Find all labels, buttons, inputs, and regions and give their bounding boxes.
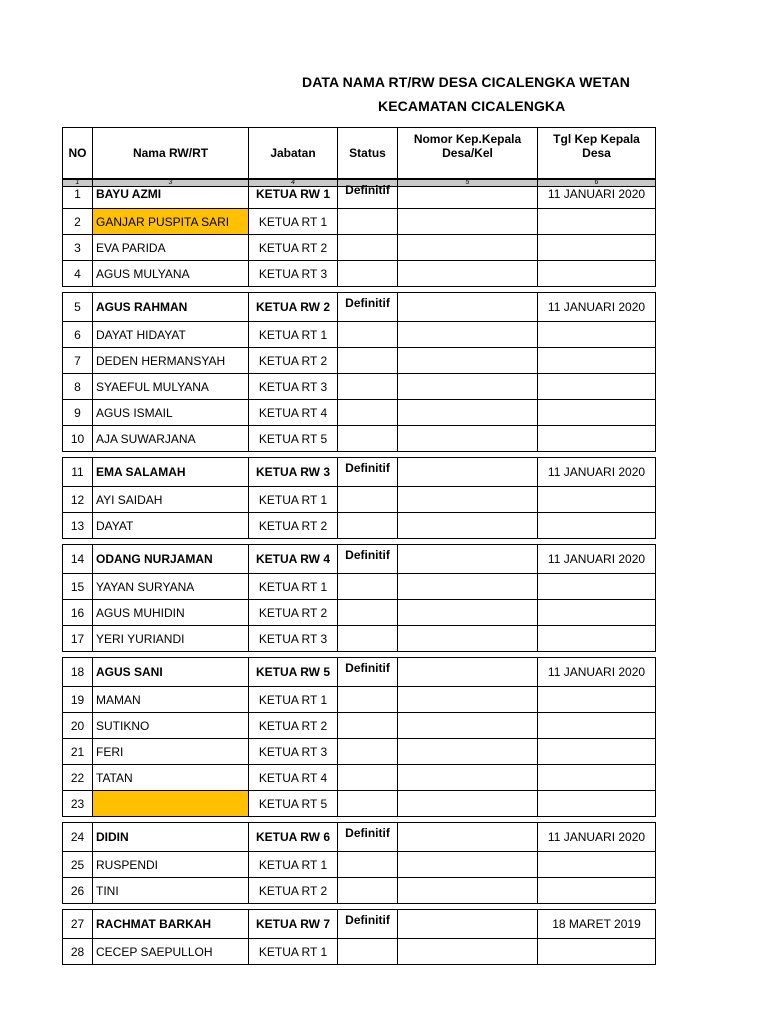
jabatan-cell: KETUA RT 2 <box>249 513 338 539</box>
jabatan-cell: KETUA RT 4 <box>249 400 338 426</box>
status-cell <box>338 687 398 713</box>
jabatan-cell: KETUA RT 2 <box>249 713 338 739</box>
column-header: NO <box>63 128 93 179</box>
row-number: 2 <box>63 209 93 235</box>
row-number: 11 <box>63 458 93 487</box>
status-cell <box>338 574 398 600</box>
table-row <box>63 687 656 713</box>
tgl-kep-cell <box>538 261 656 287</box>
document-title: DATA NAMA RT/RW DESA CICALENGKA WETAN <box>302 74 631 90</box>
name-cell: EVA PARIDA <box>93 235 249 261</box>
status-cell <box>338 261 398 287</box>
jabatan-cell: KETUA RW 5 <box>249 658 338 687</box>
status-cell <box>338 487 398 513</box>
jabatan-cell: KETUA RT 4 <box>249 765 338 791</box>
nomor-kep-cell <box>398 513 538 539</box>
tgl-kep-cell: 11 JANUARI 2020 <box>538 823 656 852</box>
tgl-kep-cell <box>538 626 656 652</box>
row-number: 12 <box>63 487 93 513</box>
name-cell: AJA SUWARJANA <box>93 426 249 452</box>
name-cell: DIDIN <box>93 823 249 852</box>
row-number: 21 <box>63 739 93 765</box>
rw-group <box>62 909 656 965</box>
table-row <box>63 658 656 687</box>
name-cell: MAMAN <box>93 687 249 713</box>
name-cell: YERI YURIANDI <box>93 626 249 652</box>
jabatan-cell: KETUA RT 2 <box>249 600 338 626</box>
column-number: 3 <box>93 179 249 187</box>
nomor-kep-cell <box>398 235 538 261</box>
row-number: 23 <box>63 791 93 817</box>
jabatan-cell: KETUA RW 3 <box>249 458 338 487</box>
tgl-kep-cell <box>538 600 656 626</box>
name-cell: AGUS MUHIDIN <box>93 600 249 626</box>
row-number: 8 <box>63 374 93 400</box>
row-number: 16 <box>63 600 93 626</box>
status-cell: Definitif <box>338 180 398 209</box>
name-cell: TINI <box>93 878 249 904</box>
table-row <box>63 180 656 209</box>
status-cell <box>338 626 398 652</box>
name-cell <box>93 791 249 817</box>
table-row <box>63 878 656 904</box>
row-number: 22 <box>63 765 93 791</box>
jabatan-cell: KETUA RT 1 <box>249 574 338 600</box>
row-number: 9 <box>63 400 93 426</box>
name-cell: AGUS ISMAIL <box>93 400 249 426</box>
column-number: 4 <box>249 179 338 187</box>
document-subtitle: KECAMATAN CICALENGKA <box>378 98 566 114</box>
jabatan-cell: KETUA RT 1 <box>249 487 338 513</box>
tgl-kep-cell <box>538 791 656 817</box>
jabatan-cell: KETUA RW 1 <box>249 180 338 209</box>
jabatan-cell: KETUA RT 1 <box>249 687 338 713</box>
name-cell: YAYAN SURYANA <box>93 574 249 600</box>
status-cell <box>338 791 398 817</box>
row-number: 6 <box>63 322 93 348</box>
name-cell: TATAN <box>93 765 249 791</box>
jabatan-cell: KETUA RT 3 <box>249 626 338 652</box>
status-cell: Definitif <box>338 545 398 574</box>
nomor-kep-cell <box>398 374 538 400</box>
nomor-kep-cell <box>398 739 538 765</box>
nomor-kep-cell <box>398 209 538 235</box>
nomor-kep-cell <box>398 600 538 626</box>
column-header: Tgl Kep Kepala Desa <box>538 128 656 179</box>
nomor-kep-cell <box>398 458 538 487</box>
table-row <box>63 823 656 852</box>
nomor-kep-cell <box>398 261 538 287</box>
tgl-kep-cell <box>538 713 656 739</box>
status-cell <box>338 739 398 765</box>
column-number: 1 <box>63 179 93 187</box>
rw-group <box>62 457 656 539</box>
nomor-kep-cell <box>398 626 538 652</box>
jabatan-cell: KETUA RW 4 <box>249 545 338 574</box>
nomor-kep-cell <box>398 574 538 600</box>
status-cell <box>338 426 398 452</box>
header-row <box>63 128 656 179</box>
nomor-kep-cell <box>398 348 538 374</box>
status-cell <box>338 600 398 626</box>
tgl-kep-cell <box>538 400 656 426</box>
table-row <box>63 322 656 348</box>
rw-group <box>62 657 656 817</box>
jabatan-cell: KETUA RT 1 <box>249 852 338 878</box>
name-cell: DAYAT HIDAYAT <box>93 322 249 348</box>
name-cell: SUTIKNO <box>93 713 249 739</box>
row-number: 28 <box>63 939 93 965</box>
tgl-kep-cell: 11 JANUARI 2020 <box>538 293 656 322</box>
row-number: 14 <box>63 545 93 574</box>
tgl-kep-cell <box>538 739 656 765</box>
jabatan-cell: KETUA RW 6 <box>249 823 338 852</box>
status-cell <box>338 322 398 348</box>
status-cell <box>338 348 398 374</box>
status-cell <box>338 209 398 235</box>
table-row <box>63 348 656 374</box>
table-row <box>63 626 656 652</box>
row-number: 19 <box>63 687 93 713</box>
status-cell <box>338 400 398 426</box>
table-row <box>63 939 656 965</box>
row-number: 1 <box>63 180 93 209</box>
tgl-kep-cell <box>538 235 656 261</box>
table-row <box>63 791 656 817</box>
tgl-kep-cell: 11 JANUARI 2020 <box>538 180 656 209</box>
status-cell: Definitif <box>338 823 398 852</box>
nomor-kep-cell <box>398 400 538 426</box>
column-number: 5 <box>398 179 538 187</box>
column-header: Status <box>338 128 398 179</box>
status-cell: Definitif <box>338 458 398 487</box>
jabatan-cell: KETUA RT 3 <box>249 261 338 287</box>
name-cell: EMA SALAMAH <box>93 458 249 487</box>
nomor-kep-cell <box>398 910 538 939</box>
table-row <box>63 765 656 791</box>
row-number: 7 <box>63 348 93 374</box>
name-cell: AYI SAIDAH <box>93 487 249 513</box>
column-header: Nomor Kep.Kepala Desa/Kel <box>398 128 538 179</box>
tgl-kep-cell <box>538 574 656 600</box>
jabatan-cell: KETUA RT 1 <box>249 322 338 348</box>
table-row <box>63 910 656 939</box>
name-cell: ODANG NURJAMAN <box>93 545 249 574</box>
status-cell: Definitif <box>338 910 398 939</box>
tgl-kep-cell: 11 JANUARI 2020 <box>538 458 656 487</box>
tgl-kep-cell <box>538 426 656 452</box>
jabatan-cell: KETUA RW 2 <box>249 293 338 322</box>
row-number: 3 <box>63 235 93 261</box>
row-number: 27 <box>63 910 93 939</box>
row-number: 4 <box>63 261 93 287</box>
jabatan-cell: KETUA RT 5 <box>249 426 338 452</box>
nomor-kep-cell <box>398 426 538 452</box>
row-number: 5 <box>63 293 93 322</box>
jabatan-cell: KETUA RT 1 <box>249 939 338 965</box>
name-cell: CECEP SAEPULLOH <box>93 939 249 965</box>
rw-group <box>62 292 656 452</box>
tgl-kep-cell <box>538 513 656 539</box>
row-number: 17 <box>63 626 93 652</box>
table-header <box>62 127 656 187</box>
nomor-kep-cell <box>398 791 538 817</box>
tgl-kep-cell <box>538 209 656 235</box>
row-number: 26 <box>63 878 93 904</box>
table-row <box>63 458 656 487</box>
column-header: Jabatan <box>249 128 338 179</box>
status-cell <box>338 939 398 965</box>
nomor-kep-cell <box>398 487 538 513</box>
row-number: 10 <box>63 426 93 452</box>
jabatan-cell: KETUA RT 3 <box>249 739 338 765</box>
row-number: 15 <box>63 574 93 600</box>
name-cell: BAYU AZMI <box>93 180 249 209</box>
tgl-kep-cell <box>538 322 656 348</box>
tgl-kep-cell <box>538 939 656 965</box>
row-number: 13 <box>63 513 93 539</box>
jabatan-cell: KETUA RT 1 <box>249 209 338 235</box>
nomor-kep-cell <box>398 545 538 574</box>
table-row <box>63 739 656 765</box>
table-row <box>63 487 656 513</box>
table-row <box>63 293 656 322</box>
tgl-kep-cell <box>538 348 656 374</box>
rw-group <box>62 179 656 287</box>
nomor-kep-cell <box>398 180 538 209</box>
table-row <box>63 235 656 261</box>
nomor-kep-cell <box>398 765 538 791</box>
status-cell <box>338 513 398 539</box>
column-number: 6 <box>538 179 656 187</box>
tgl-kep-cell <box>538 765 656 791</box>
nomor-kep-cell <box>398 687 538 713</box>
tgl-kep-cell <box>538 687 656 713</box>
jabatan-cell: KETUA RT 2 <box>249 348 338 374</box>
table-row <box>63 545 656 574</box>
name-cell: DEDEN HERMANSYAH <box>93 348 249 374</box>
nomor-kep-cell <box>398 658 538 687</box>
jabatan-cell: KETUA RW 7 <box>249 910 338 939</box>
status-cell: Definitif <box>338 293 398 322</box>
table-row <box>63 600 656 626</box>
tgl-kep-cell: 11 JANUARI 2020 <box>538 545 656 574</box>
tgl-kep-cell <box>538 374 656 400</box>
status-cell <box>338 765 398 791</box>
name-cell: DAYAT <box>93 513 249 539</box>
row-number: 25 <box>63 852 93 878</box>
table-row <box>63 852 656 878</box>
row-number: 20 <box>63 713 93 739</box>
table-row <box>63 574 656 600</box>
row-number: 24 <box>63 823 93 852</box>
nomor-kep-cell <box>398 293 538 322</box>
nomor-kep-cell <box>398 713 538 739</box>
tgl-kep-cell: 18 MARET 2019 <box>538 910 656 939</box>
name-cell: FERI <box>93 739 249 765</box>
status-cell <box>338 878 398 904</box>
jabatan-cell: KETUA RT 2 <box>249 878 338 904</box>
table-row <box>63 261 656 287</box>
table-row <box>63 713 656 739</box>
name-cell: GANJAR PUSPITA SARI <box>93 209 249 235</box>
table-row <box>63 374 656 400</box>
nomor-kep-cell <box>398 823 538 852</box>
jabatan-cell: KETUA RT 3 <box>249 374 338 400</box>
status-cell: Definitif <box>338 658 398 687</box>
status-cell <box>338 374 398 400</box>
name-cell: AGUS RAHMAN <box>93 293 249 322</box>
name-cell: AGUS MULYANA <box>93 261 249 287</box>
name-cell: RACHMAT BARKAH <box>93 910 249 939</box>
column-header: Nama RW/RT <box>93 128 249 179</box>
nomor-kep-cell <box>398 878 538 904</box>
row-number: 18 <box>63 658 93 687</box>
name-cell: AGUS SANI <box>93 658 249 687</box>
jabatan-cell: KETUA RT 5 <box>249 791 338 817</box>
table-row <box>63 209 656 235</box>
table-row <box>63 400 656 426</box>
rw-group <box>62 544 656 652</box>
tgl-kep-cell <box>538 852 656 878</box>
status-cell <box>338 713 398 739</box>
status-cell <box>338 852 398 878</box>
table-row <box>63 426 656 452</box>
tgl-kep-cell: 11 JANUARI 2020 <box>538 658 656 687</box>
nomor-kep-cell <box>398 939 538 965</box>
name-cell: RUSPENDI <box>93 852 249 878</box>
nomor-kep-cell <box>398 852 538 878</box>
table-row <box>63 513 656 539</box>
tgl-kep-cell <box>538 878 656 904</box>
tgl-kep-cell <box>538 487 656 513</box>
status-cell <box>338 235 398 261</box>
nomor-kep-cell <box>398 322 538 348</box>
name-cell: SYAEFUL MULYANA <box>93 374 249 400</box>
jabatan-cell: KETUA RT 2 <box>249 235 338 261</box>
rw-group <box>62 822 656 904</box>
